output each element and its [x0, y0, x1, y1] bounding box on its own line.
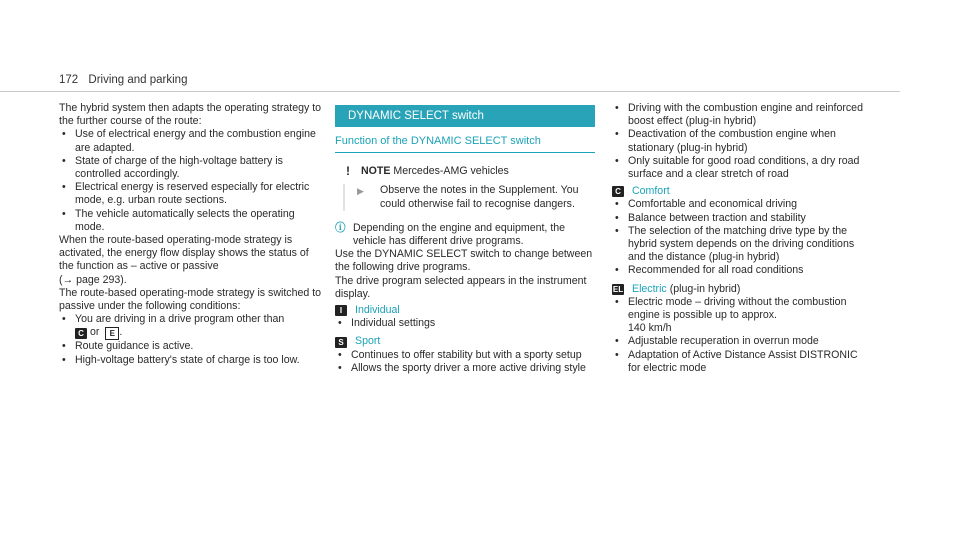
list-item: • Adjustable recuperation in overrun mode: [612, 335, 872, 348]
section-title: Driving and parking: [88, 74, 188, 86]
note-heading: [343, 165, 595, 178]
electric-key-icon: EL: [612, 284, 624, 294]
comfort-key-icon: C: [612, 186, 624, 197]
program-comfort-label: Comfort: [632, 185, 670, 198]
list-item: [59, 313, 324, 340]
list-item: • Deactivation of the combustion engine when stationary (plug-in hybrid): [612, 128, 872, 154]
list-item: • Comfortable and economical driving: [612, 198, 872, 211]
play-arrow-icon: ▶: [357, 186, 364, 197]
status-paragraph: When the route-based operating-mode strategy is activated, the energy flow display shows the status of the function as – active or passive: [59, 234, 309, 273]
intro-text: The hybrid system then adapts the operating strategy to the further course of the route:: [59, 102, 322, 128]
info-icon: ⓘ: [335, 221, 346, 234]
conditions-paragraph: The route-based operating-mode strategy is switched to passive under the following conditions:: [59, 286, 322, 313]
list-item: • Only suitable for good road conditions, a dry road surface and a clear stretch of road: [612, 155, 872, 181]
electric-mode-text: Electric mode – driving without the combustion engine is possible up to approx.: [628, 295, 847, 322]
right-column: [612, 102, 872, 375]
page-number: 172: [59, 74, 79, 86]
info-note: [335, 222, 595, 248]
observe-note: [343, 184, 595, 210]
list-item: [612, 296, 872, 336]
list-item: • Balance between traction and stability: [612, 212, 872, 225]
use-text: Use the DYNAMIC SELECT switch to change between the following drive programs.: [335, 248, 593, 274]
warning-icon: !: [346, 164, 350, 179]
electric-suffix: (plug-in hybrid): [669, 282, 741, 295]
list-item: • Individual settings: [335, 317, 595, 330]
section-band-title: DYNAMIC SELECT switch: [335, 105, 595, 127]
program-sport-heading: [335, 335, 595, 348]
section-subheading: Function of the DYNAMIC SELECT switch: [335, 127, 595, 153]
eco-key-icon: E: [105, 327, 119, 340]
comfort-key-icon: C: [75, 328, 87, 339]
note-label: NOTE: [361, 165, 391, 178]
sentence-end: .: [119, 326, 123, 339]
electric-speed: 140 km/h: [628, 322, 672, 335]
list-item: • High-voltage battery's state of charge is too low.: [59, 354, 324, 367]
list-item: • Electrical energy is reserved especially for electric mode, e.g. urban route sections.: [59, 181, 324, 207]
sport-key-icon: S: [335, 337, 347, 348]
middle-column: [335, 105, 595, 375]
list-item: • Allows the sporty driver a more active driving style: [335, 362, 595, 375]
left-column: [59, 102, 324, 367]
page-reference-link[interactable]: (→ page 293).: [59, 273, 127, 286]
list-item: • The vehicle automatically selects the operating mode.: [59, 208, 324, 234]
program-sport-label: Sport: [355, 335, 381, 348]
note-text: Mercedes-AMG vehicles: [393, 165, 509, 178]
display-text: The drive program selected appears in the instrument display.: [335, 274, 587, 300]
list-item: • Driving with the combustion engine and reinforced boost effect (plug-in hybrid): [612, 102, 872, 128]
list-item: • Route guidance is active.: [59, 340, 324, 353]
list-item: • Recommended for all road conditions: [612, 264, 872, 277]
drive-program-text: You are driving in a drive program other than: [75, 313, 285, 326]
individual-key-icon: I: [335, 305, 347, 316]
list-item: • The selection of the matching drive type by the hybrid system depends on the driving conditions and the distance (plug-in hybrid): [612, 225, 872, 265]
list-item: • Adaptation of Active Distance Assist DISTRONIC for electric mode: [612, 349, 872, 375]
observe-text: Observe the notes in the Supplement. You could otherwise fail to recognise dangers.: [380, 184, 579, 210]
info-text: Depending on the engine and equipment, the vehicle has different drive programs.: [353, 221, 566, 248]
program-electric-heading: [612, 283, 872, 296]
program-individual-heading: [335, 304, 595, 317]
program-individual-label: Individual: [355, 304, 400, 317]
list-item: • Continues to offer stability but with a sporty setup: [335, 349, 595, 362]
page-header: [59, 74, 187, 86]
header-divider: [0, 91, 900, 92]
program-comfort-heading: [612, 185, 872, 198]
list-item: • State of charge of the high-voltage battery is controlled accordingly.: [59, 155, 324, 181]
list-item: • Use of electrical energy and the combustion engine are adapted.: [59, 128, 324, 154]
program-electric-label: Electric: [632, 282, 667, 295]
or-text: or: [89, 326, 100, 339]
